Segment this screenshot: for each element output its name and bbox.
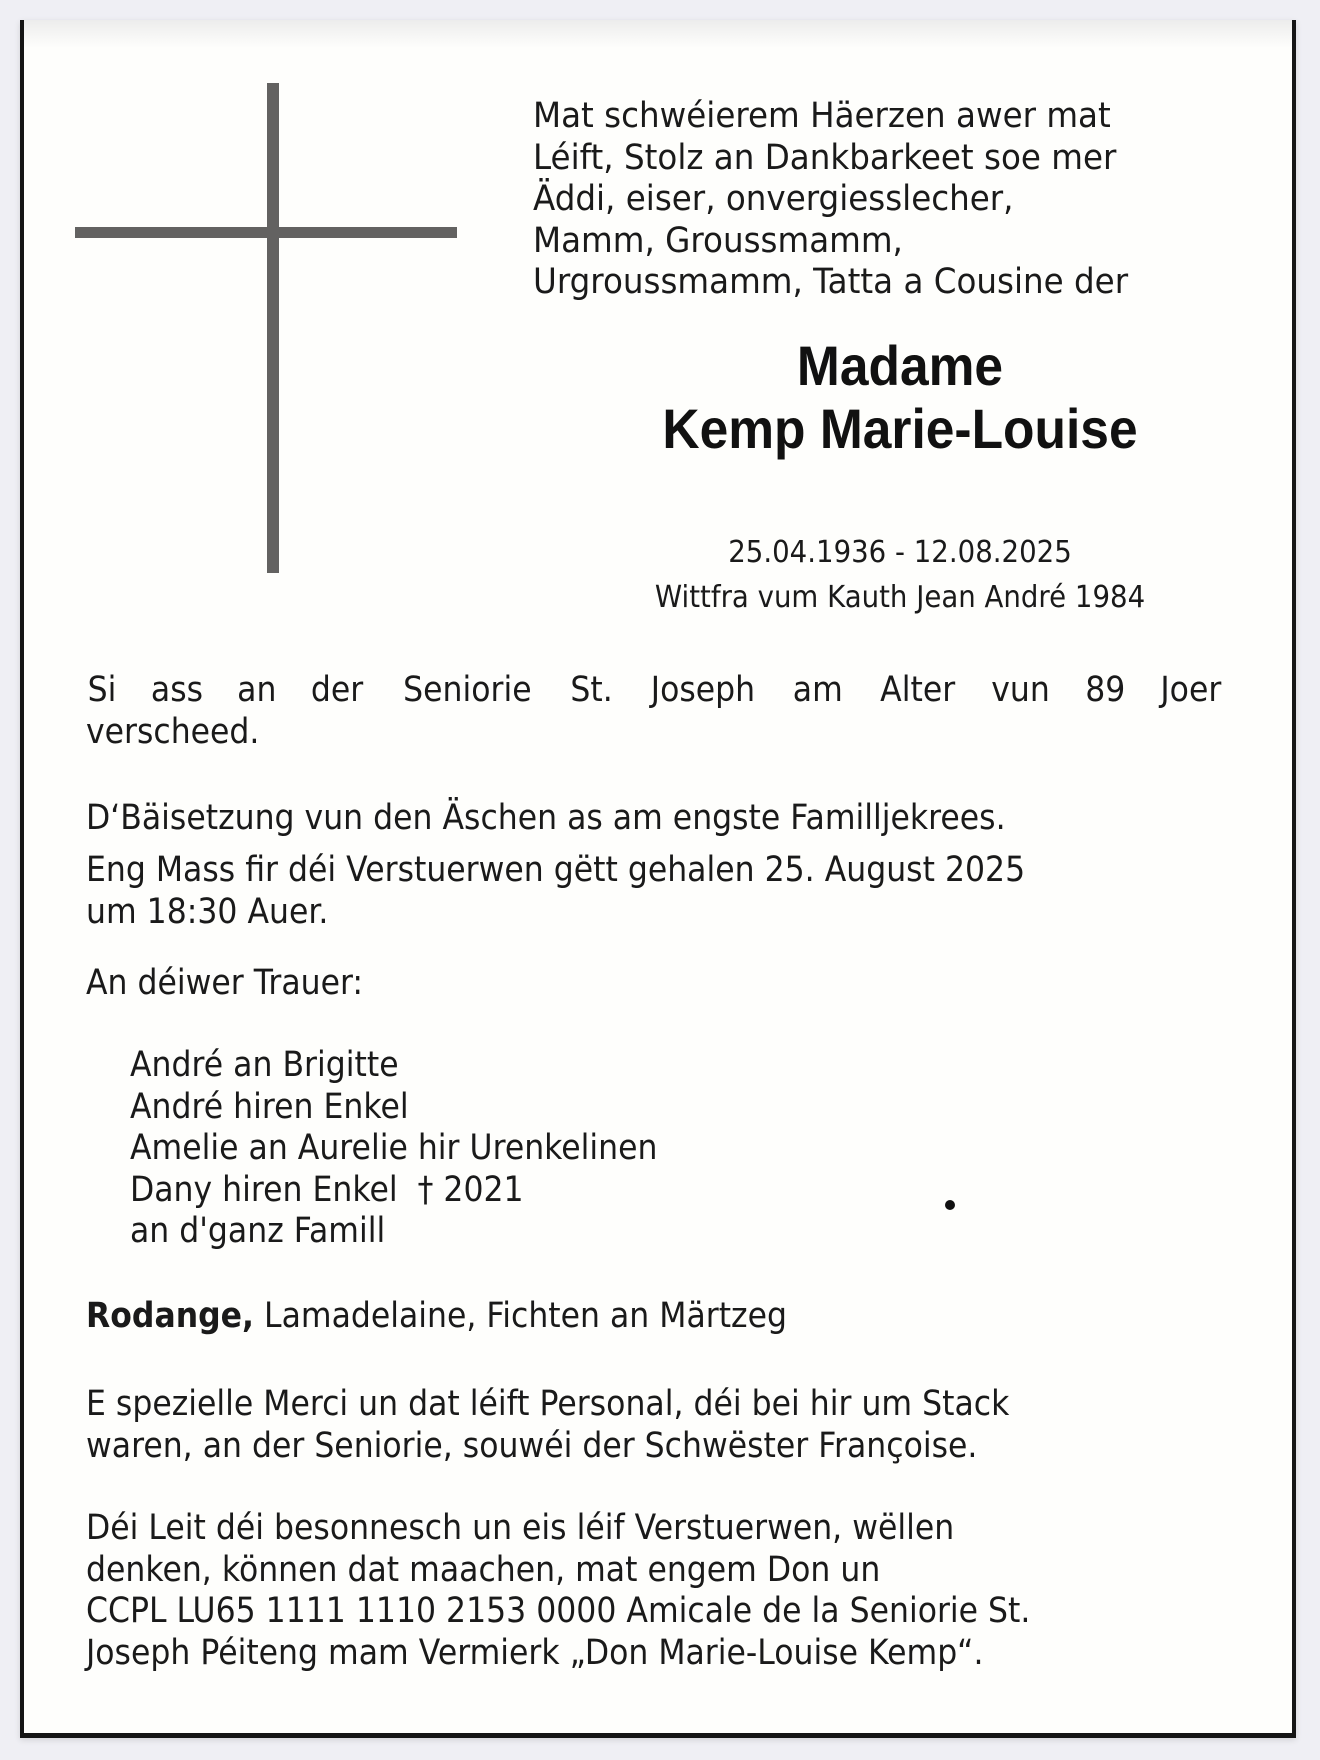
intro-line: Mamm, Groussmamm,	[533, 220, 903, 261]
name-title: Madame	[796, 334, 1004, 397]
cross-horizontal-bar	[75, 227, 457, 238]
thanks-line: E spezielle Merci un dat léift Personal, déi bei hir um Stack	[86, 1384, 1010, 1424]
word: Alter	[879, 670, 955, 710]
donation-line: denken, können dat maachen, mat engem Don un	[86, 1549, 881, 1590]
word: vun	[991, 670, 1051, 710]
mourners-heading: An déiwer Trauer:	[86, 963, 363, 1003]
word: Si	[87, 670, 117, 710]
word: an	[237, 670, 277, 710]
mass-info	[86, 850, 1025, 933]
life-dates: 25.04.1936 - 12.08.2025	[728, 535, 1072, 570]
places-rest: Lamadelaine, Fichten an Märtzeg	[254, 1296, 787, 1336]
mourner-item: André an Brigitte	[130, 1045, 399, 1085]
funeral-info: D‘Bäisetzung vun den Äschen as am engste Familljekrees.	[86, 798, 1006, 838]
thanks-line: waren, an der Seniorie, souwéi der Schwëster Françoise.	[86, 1425, 978, 1466]
mourners-list	[130, 1045, 657, 1253]
donation-paragraph	[86, 1508, 1030, 1674]
intro-line: Urgroussmamm, Tatta a Cousine der	[533, 262, 1129, 302]
intro-line: Mat schwéierem Häerzen awer mat	[533, 96, 1111, 136]
places-line	[86, 1296, 787, 1338]
word: 89	[1085, 670, 1126, 710]
intro-line: Äddi, eiser, onvergiesslecher,	[533, 179, 1014, 219]
death-notice-line	[86, 712, 1225, 754]
word: verscheed.	[86, 711, 260, 752]
donation-line: CCPL LU65 1111 1110 2153 0000 Amicale de la Seniorie St.	[86, 1591, 1031, 1631]
word: St.	[570, 670, 613, 710]
donation-line: Joseph Péiteng mam Vermierk „Don Marie-Louise Kemp“.	[86, 1632, 984, 1673]
mass-line: Eng Mass fir déi Verstuerwen gëtt gehalen 25. August 2025	[86, 850, 1026, 890]
dot-icon	[945, 1200, 955, 1210]
intro-text	[533, 96, 1128, 304]
mourner-item: Amelie an Aurelie hir Urenkelinen	[130, 1128, 658, 1168]
word: ass	[150, 670, 203, 710]
word: Seniorie	[403, 670, 532, 710]
place-bold: Rodange,	[86, 1296, 255, 1336]
widow-of: Wittfra vum Kauth Jean André 1984	[654, 580, 1146, 615]
word: der	[311, 670, 364, 710]
donation-line: Déi Leit déi besonnesch un eis léif Verstuerwen, wëllen	[86, 1508, 955, 1548]
death-notice-paragraph	[86, 670, 1225, 753]
intro-line: Léift, Stolz an Dankbarkeet soe mer	[533, 137, 1117, 178]
death-notice-line	[86, 670, 1225, 712]
word: Joseph	[650, 670, 756, 710]
deceased-name	[500, 334, 1300, 460]
cross-vertical-bar	[267, 83, 279, 573]
thanks-paragraph	[86, 1384, 1009, 1467]
word: Joer	[1160, 670, 1222, 710]
mass-line: um 18:30 Auer.	[86, 891, 329, 932]
mourner-item: an d'ganz Famill	[130, 1211, 386, 1251]
mourner-item: Dany hiren Enkel † 2021	[130, 1169, 524, 1210]
word: am	[793, 670, 844, 710]
obituary-page	[20, 20, 1296, 1738]
life-dates-block	[500, 530, 1300, 620]
name-full: Kemp Marie-Louise	[662, 397, 1138, 460]
mourner-item: André hiren Enkel	[130, 1086, 409, 1127]
